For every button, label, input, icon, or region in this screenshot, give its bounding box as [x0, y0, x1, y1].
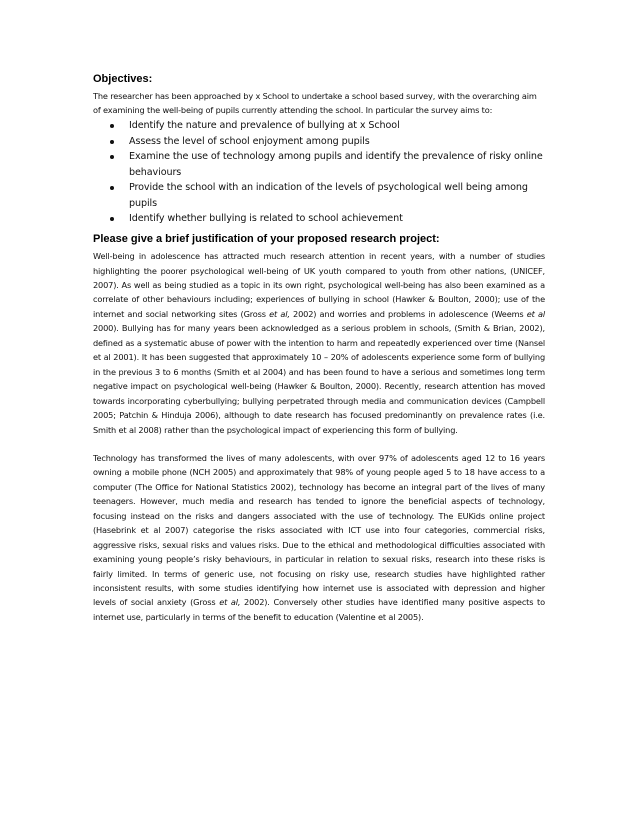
objective-item: [129, 180, 545, 211]
justification-paragraph-1: [93, 249, 545, 437]
justification-heading: Please give a brief justification of your proposed research project:: [93, 233, 440, 246]
paragraph-text: Technology has transformed the lives of many adolescents, with over 97% of adolescents aged 12 to 16 years owning a mobile phone (NCH 2005) and approximately that 98% of young people aged 5 to 18 have access to a computer (The Office for National Statistics 2002), technology has become an integral part of the lives of many teenagers. However, much media and research has tended to ignore the beneficial aspects of technology, focusing instead on the risks and dangers associated with the use of technology. The EUKids online project (Hasebrink et al 2007) categorise the risks associated with ICT use into four categories, commercial risks, aggressive risks, sexual risks and values risks. Due to the ethical and methodological difficulties associated with examining young people’s risky behaviours, in particular in relation to sexual risks, research into these risks is fairly limited. In terms of generic use, not focusing on risky use, research studies have highlighted rather inconsistent results, with some studies identifying how internet use is associated with depression and higher levels of social anxiety (Gross: [93, 452, 545, 608]
paragraph-text: 2000). Bullying has for many years been acknowledged as a serious problem in schools, (Smith & Brian, 2002), defined as a systematic abuse of power with the intention to harm and repeatedly experienced over time (Nansel et al 2001). It has been suggested that approximately 10 – 20% of adolescents experience some form of bullying in the previous 3 to 6 months (Smith et al 2004) and has been found to have a serious and sometimes long term negative impact on psychological well-being (Hawker & Boulton, 2000). Recently, research attention has moved towards incorporating cyberbullying; bullying perpetrated through media and communication devices (Campbell 2005; Patchin & Hinduja 2006), although to date research has focused predominantly on prevalence rates (i.e. Smith et al 2008) rather than the psychological impact of experiencing this form of bullying.: [93, 323, 545, 435]
objectives-heading: Objectives:: [93, 73, 153, 85]
italic-citation: et al,: [269, 308, 290, 319]
objective-text: Identify whether bullying is related to school achievement: [129, 213, 403, 225]
paragraph-text: 2002) and worries and problems in adolescence (Weems: [289, 308, 527, 319]
bullet-icon: [110, 186, 114, 190]
justification-paragraph-2: [93, 451, 545, 624]
objective-text: Provide the school with an indication of the levels of psychological well being among pupils: [129, 182, 528, 209]
bullet-icon: [110, 124, 114, 128]
paragraph-text: Well-being in adolescence has attracted much research attention in recent years, with a number of studies highlighting the poorer psychological well-being of UK youth compared to youth from other nations, (UNICEF, 2007). As well as being studied as a topic in its own right, psychological well-being has also been examined as a correlate of other behaviours including; experiences of bullying in school (Hawker & Boulton, 2000); use of the internet and social networking sites (Gross: [93, 251, 545, 319]
document-page: [93, 72, 545, 624]
bullet-icon: [110, 140, 114, 144]
italic-citation: et al,: [219, 597, 241, 608]
italic-citation: et al: [526, 308, 545, 319]
objective-item: [129, 149, 545, 180]
objective-text: Examine the use of technology among pupils and identify the prevalence of risky online behaviours: [129, 151, 543, 178]
bullet-icon: [110, 217, 114, 221]
objective-item: [129, 118, 545, 134]
objectives-list: [93, 118, 545, 227]
objective-item: [129, 211, 545, 227]
bullet-icon: [110, 155, 114, 159]
objective-item: [129, 134, 545, 150]
objective-text: Identify the nature and prevalence of bullying at x School: [129, 119, 400, 131]
objectives-intro: The researcher has been approached by x School to undertake a school based survey, with the overarching aim of examining the well-being of pupils currently attending the school. In particular the survey aims to:: [93, 91, 537, 116]
paragraph-text: 2002). Conversely other studies have identified many positive aspects to internet use, particularly in terms of the benefit to education (Valentine et al 2005).: [93, 597, 545, 622]
objective-text: Assess the level of school enjoyment among pupils: [129, 135, 370, 147]
